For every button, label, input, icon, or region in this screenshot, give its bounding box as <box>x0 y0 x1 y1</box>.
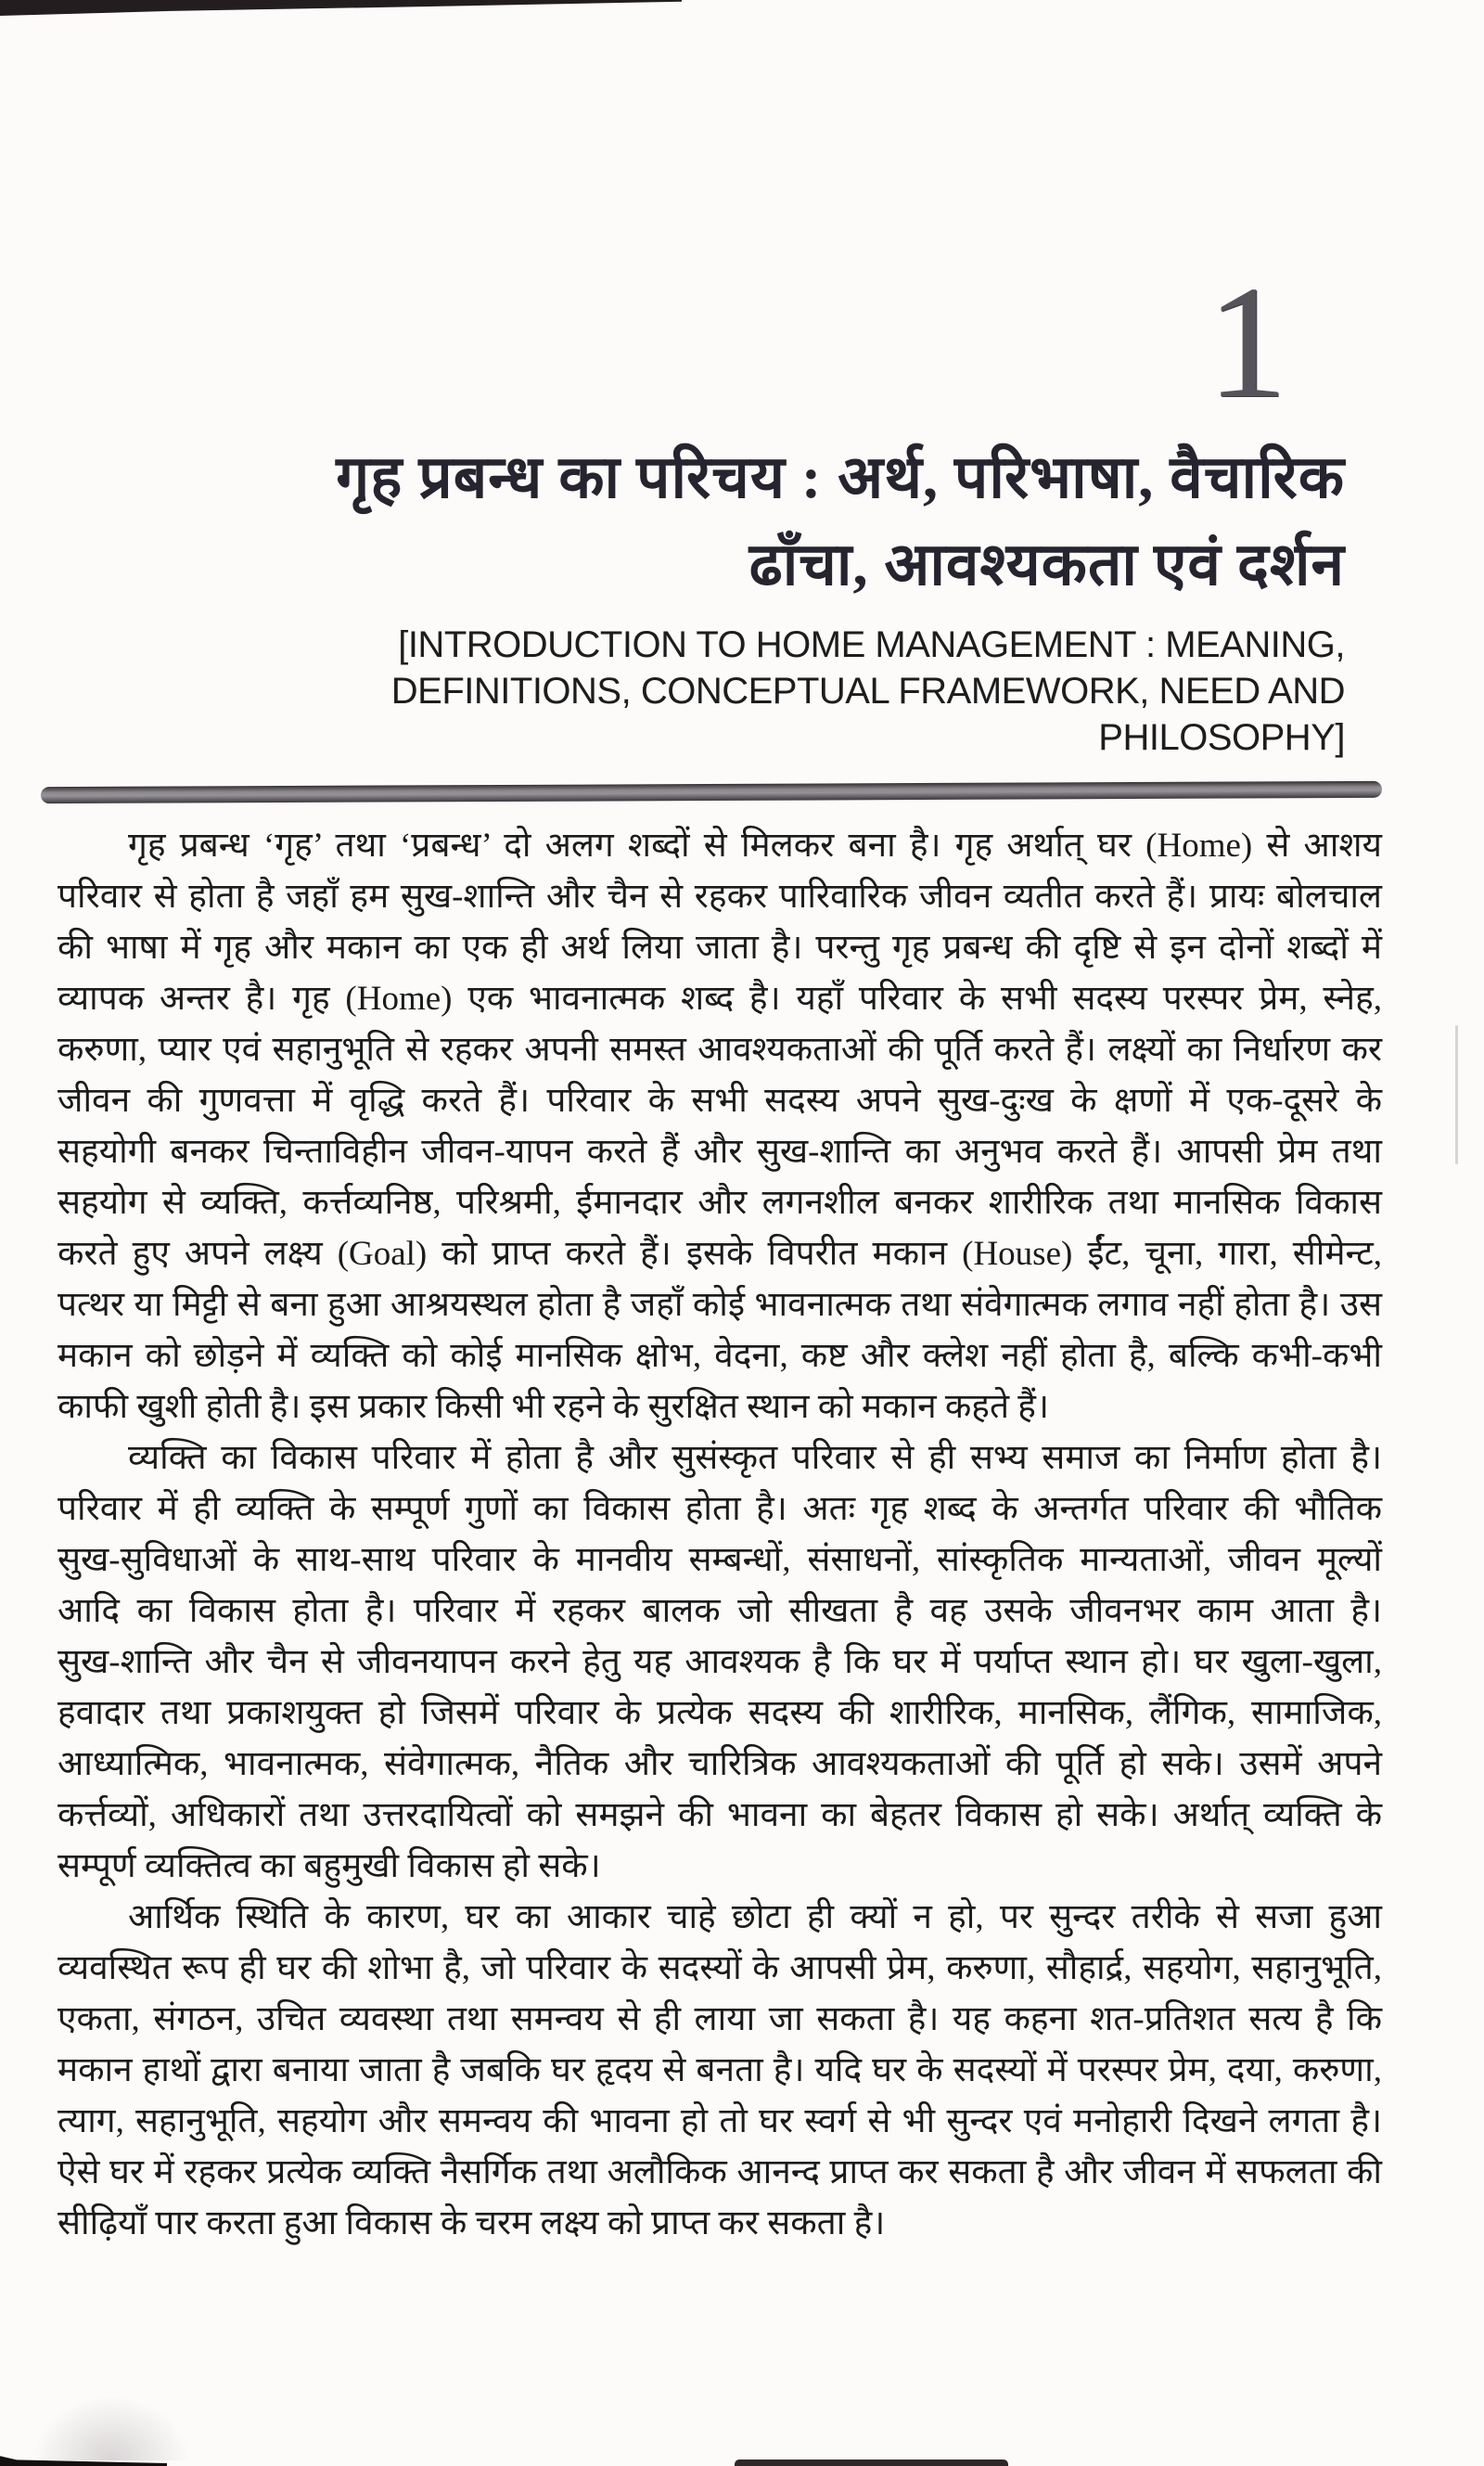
paragraph-1 <box>58 820 1382 1432</box>
paragraph-3 <box>58 1892 1382 2249</box>
chapter-title-hindi-line-2: ढाँचा, आवश्यकता एवं दर्शन <box>748 532 1345 597</box>
section-divider-rule <box>41 781 1382 803</box>
scan-edge-artifact-top <box>0 0 682 16</box>
text-line: की भाषा में गृह और मकान का एक ही अर्थ लिया जाता है। परन्तु गृह प्रबन्ध की दृष्टि से इन दोनों शब्दों में <box>58 929 1382 967</box>
text-line: पत्थर या मिट्टी से बना हुआ आश्रयस्थल होता है जहाँ कोई भावनात्मक तथा संवेगात्मक लगाव नहीं होता है। उस <box>58 1286 1382 1324</box>
chapter-title-english-line-1: [INTRODUCTION TO HOME MANAGEMENT : MEANING, <box>398 624 1345 665</box>
scan-edge-artifact-bottom-mid <box>735 2460 1008 2466</box>
scan-edge-artifact-right <box>1455 1025 1458 1164</box>
text-line: व्यापक अन्तर है। गृह (Home) एक भावनात्मक शब्द है। यहाँ परिवार के सभी सदस्य परस्पर प्रेम, स्नेह, <box>58 980 1382 1018</box>
text-line: कर्त्तव्यों, अधिकारों तथा उत्तरदायित्वों को समझने की भावना का बेहतर विकास हो सके। अर्थात् व्यक्ति के <box>58 1796 1382 1834</box>
text-line: काफी खुशी होती है। इस प्रकार किसी भी रहने के सुरक्षित स्थान को मकान कहते हैं। <box>58 1388 1049 1426</box>
text-line: मकान हाथों द्वारा बनाया जाता है जबकि घर हृदय से बनता है। यदि घर के सदस्यों में परस्पर प्रेम, दया, करुणा, <box>58 2051 1382 2089</box>
text-line: गृह प्रबन्ध ‘गृह’ तथा ‘प्रबन्ध’ दो अलग शब्दों से मिलकर बना है। गृह अर्थात् घर (Home) से आशय <box>128 827 1382 865</box>
text-line: एकता, संगठन, उचित व्यवस्था तथा समन्वय से ही लाया जा सकता है। यह कहना शत-प्रतिशत सत्य है कि <box>58 2000 1382 2038</box>
paragraph-2 <box>58 1432 1382 1892</box>
text-line: व्यक्ति का विकास परिवार में होता है और सुसंस्कृत परिवार से ही सभ्य समाज का निर्माण होता है। <box>128 1439 1382 1477</box>
text-line: सहयोग से व्यक्ति, कर्त्तव्यनिष्ठ, परिश्रमी, ईमानदार और लगनशील बनकर शारीरिक तथा मानसिक विकास <box>58 1184 1382 1222</box>
chapter-title-hindi-line-1: गृह प्रबन्ध का परिचय : अर्थ, परिभाषा, वैचारिक <box>336 444 1345 510</box>
text-line: सुख-सुविधाओं के साथ-साथ परिवार के मानवीय सम्बन्धों, संसाधनों, सांस्कृतिक मान्यताओं, जीवन मूल्यों <box>58 1541 1382 1579</box>
chapter-number: 1 <box>1207 252 1287 431</box>
text-line: जीवन की गुणवत्ता में वृद्धि करते हैं। परिवार के सभी सदस्य अपने सुख-दुःख के क्षणों में एक-दूसरे के <box>58 1082 1382 1120</box>
chapter-title-english <box>56 622 1345 761</box>
text-line: मकान को छोड़ने में व्यक्ति को कोई मानसिक क्षोभ, वेदना, कष्ट और क्लेश नहीं होता है, बल्कि कभी-कभी <box>58 1337 1382 1375</box>
text-line: आध्यात्मिक, भावनात्मक, संवेगात्मक, नैतिक और चारित्रिक आवश्यकताओं की पूर्ति हो सके। उसमें अपने <box>58 1745 1382 1783</box>
scan-smudge <box>32 2395 190 2460</box>
text-line: सीढ़ियाँ पार करता हुआ विकास के चरम लक्ष्य को प्राप्त कर सकता है। <box>58 2204 886 2242</box>
chapter-title-hindi <box>56 434 1345 609</box>
chapter-heading <box>56 434 1345 761</box>
chapter-body <box>58 820 1382 2249</box>
text-line: आदि का विकास होता है। परिवार में रहकर बालक जो सीखता है वह उसके जीवनभर काम आता है। <box>58 1592 1382 1630</box>
text-line: आर्थिक स्थिति के कारण, घर का आकार चाहे छोटा ही क्यों न हो, पर सुन्दर तरीके से सजा हुआ <box>128 1898 1382 1936</box>
text-line: हवादार तथा प्रकाशयुक्त हो जिसमें परिवार के प्रत्येक सदस्य की शारीरिक, मानसिक, लैंगिक, सामाजिक, <box>58 1694 1382 1732</box>
text-line: व्यवस्थित रूप ही घर की शोभा है, जो परिवार के सदस्यों के आपसी प्रेम, करुणा, सौहार्द्र, सहयोग, सहानुभूति, <box>58 1949 1382 1987</box>
chapter-title-english-line-2: DEFINITIONS, CONCEPTUAL FRAMEWORK, NEED AND <box>390 671 1345 712</box>
text-line: सुख-शान्ति और चैन से जीवनयापन करने हेतु यह आवश्यक है कि घर में पर्याप्त स्थान हो। घर खुला-खुला, <box>58 1643 1382 1681</box>
text-line: परिवार से होता है जहाँ हम सुख-शान्ति और चैन से रहकर पारिवारिक जीवन व्यतीत करते हैं। प्रायः बोलचाल <box>58 878 1382 916</box>
chapter-title-english-line-3: PHILOSOPHY] <box>1098 717 1345 758</box>
text-line: परिवार में ही व्यक्ति के सम्पूर्ण गुणों का विकास होता है। अतः गृह शब्द के अन्तर्गत परिवार की भौतिक <box>58 1490 1382 1528</box>
text-line: ऐसे घर में रहकर प्रत्येक व्यक्ति नैसर्गिक तथा अलौकिक आनन्द प्राप्त कर सकता है और जीवन में सफलता की <box>58 2153 1382 2191</box>
text-line: त्याग, सहानुभूति, सहयोग और समन्वय की भावना हो तो घर स्वर्ग से भी सुन्दर एवं मनोहारी दिखने लगता है। <box>58 2102 1382 2140</box>
text-line: सम्पूर्ण व्यक्तित्व का बहुमुखी विकास हो सके। <box>58 1847 601 1885</box>
text-line: करते हुए अपने लक्ष्य (Goal) को प्राप्त करते हैं। इसके विपरीत मकान (House) ईंट, चूना, गारा, सीमेन्ट, <box>58 1235 1382 1273</box>
text-line: सहयोगी बनकर चिन्ताविहीन जीवन-यापन करते हैं और सुख-शान्ति का अनुभव करते हैं। आपसी प्रेम तथा <box>58 1133 1382 1171</box>
text-line: करुणा, प्यार एवं सहानुभूति से रहकर अपनी समस्त आवश्यकताओं की पूर्ति करते हैं। लक्ष्यों का निर्धारण कर <box>58 1031 1382 1069</box>
